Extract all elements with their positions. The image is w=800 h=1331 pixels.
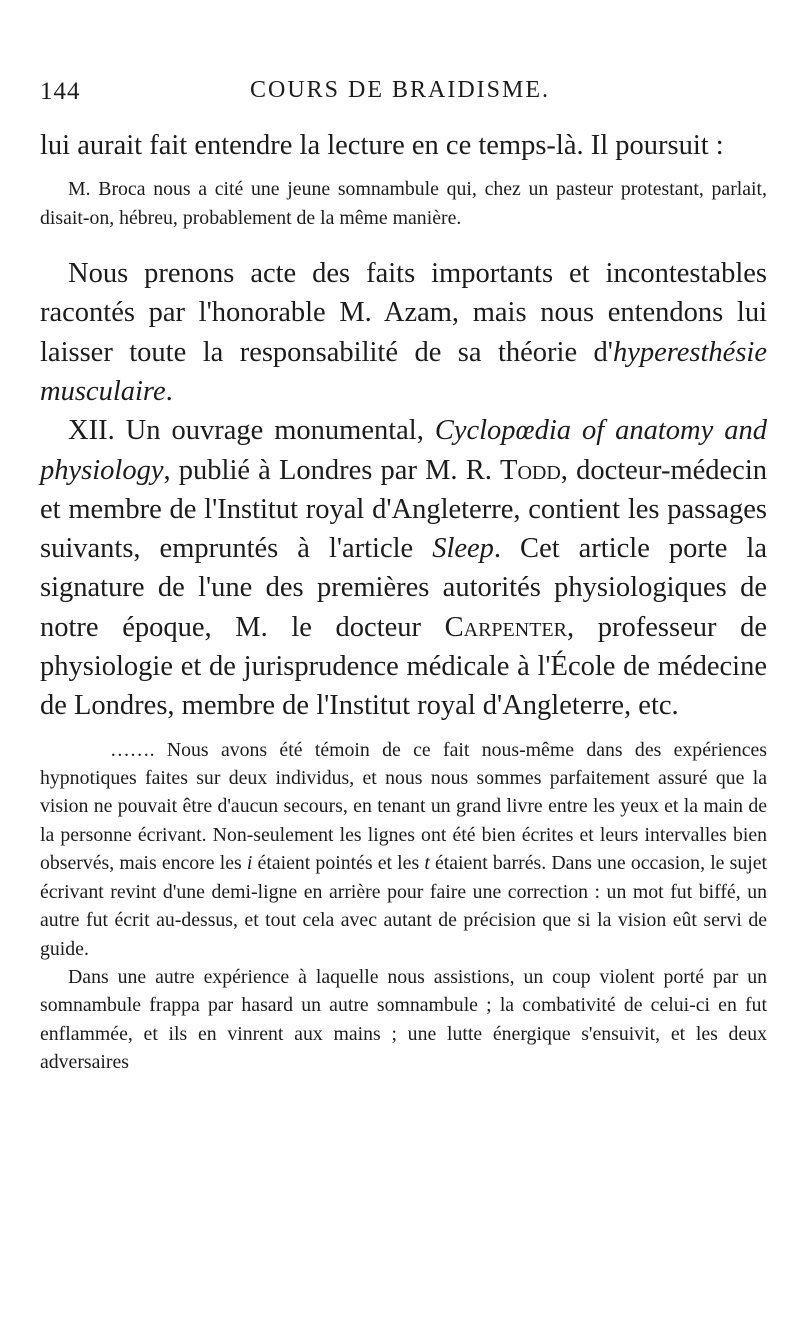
section-xii-text-g: . Cet article porte la signature de l'une des premières autorités physiologiques de notre époque, M. le docteur [40,533,767,643]
section-xii-text-c: , publié à Londres par M. R. [163,454,501,486]
section-xii-text-a: XII. Un ouvrage monumental, [68,415,435,447]
author-name-todd: Todd [500,454,561,486]
page-header [0,0,800,120]
author-name-carpenter: Carpenter [444,611,567,643]
paragraph-azam-end: . [165,376,173,407]
quote-letter-i: i [246,852,253,875]
paragraph-azam-text: Nous prenons acte des faits importants et incontestables racontés par l'honorable M. Azam, mais nous entendons lui laisser toute la responsabilité de sa théorie d' [40,258,767,368]
paragraph-section-xii [40,411,767,725]
running-title: COURS DE BRAIDISME. [249,77,551,103]
quote-letter-t: t [424,852,430,875]
work-title-cyclopaedia: Cyclopœdia of anatomy and physiology [40,415,767,486]
section-xii-text-e: , docteur-médecin et membre de l'Institut royal d'Angleterre, contient les passages suivants, empruntés à l'article [40,454,767,565]
paragraph-azam-italic: hyperesthésie musculaire [40,336,767,407]
quote-writing-text-a: ……. Nous avons été témoin de ce fait nous-même dans des expériences hypnotiques faites sur deux individus, et nous nous sommes parfaitement assuré que la vision ne pouvait être d'aucun secours, en tenant un grand livre entre les yeux et la main de la personne écrivant. Non-seulement les lignes ont été bien écrites et leurs intervalles bien observés, mais encore les [40,738,767,875]
quote-writing-text-c: étaient pointés et les [252,852,425,875]
paragraph-azam [40,254,767,411]
body-text [40,126,767,1077]
quote-writing-text-e: étaient barrés. Dans une occasion, le sujet écrivant revint d'une demi-ligne en arrière pour faire une correction : un mot fut biffé, un autre fut écrit au-dessus, et tout cela avec autant de précision que si la vision eût servi de guide. [40,852,767,960]
paragraph-continuation: lui aurait fait entendre la lecture en ce temps-là. Il poursuit : [40,130,724,161]
page-number: 144 [40,78,81,105]
quoted-paragraph-experiment-writing [40,736,767,963]
quoted-paragraph-experiment-fight: Dans une autre expérience à laquelle nous assistions, un coup violent porté par un somnambule frappa par hasard un autre somnambule ; la combativité de celui-ci en fut enflammée, et ils en vinrent aux mains ; une lutte énergique s'ensuivit, et les deux adversaires [40,965,767,1074]
quoted-paragraph-broca: M. Broca nous a cité une jeune somnambule qui, chez un pasteur protestant, parlait, disait-on, hébreu, probablement de la même manière. [40,178,767,229]
section-xii-text-i: , professeur de physiologie et de jurisprudence médicale à l'École de médecine de Londres, membre de l'Institut royal d'Angleterre, etc. [40,611,767,722]
article-title-sleep: Sleep [432,533,494,565]
